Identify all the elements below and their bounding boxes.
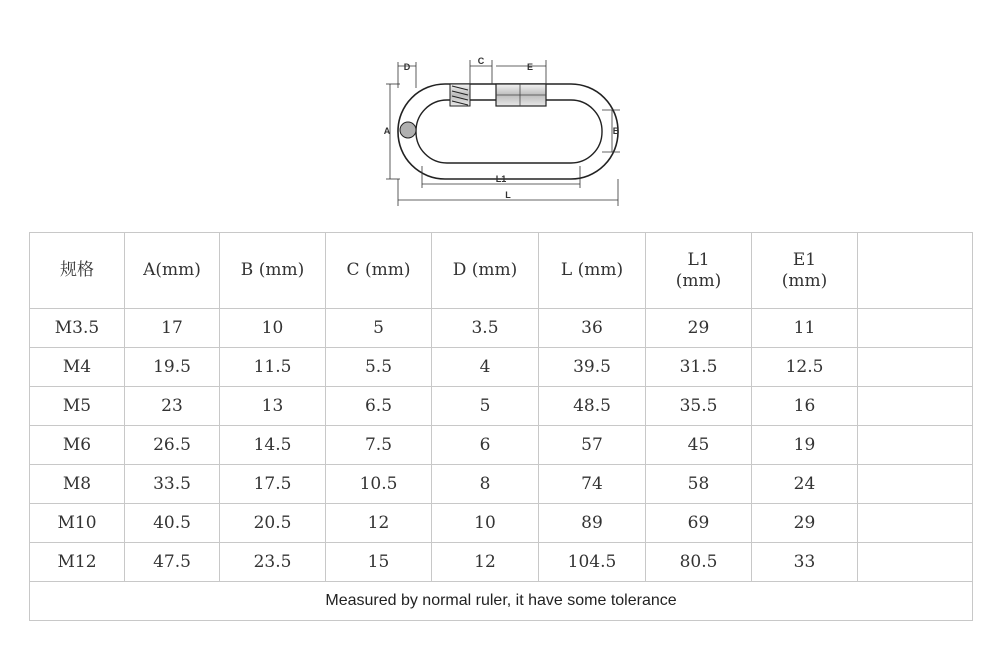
value-cell: 33 — [752, 543, 858, 582]
table-row — [30, 387, 973, 426]
value-cell: 45 — [646, 426, 752, 465]
link-inner-outline — [416, 100, 602, 163]
value-cell: 10.5 — [326, 465, 432, 504]
value-cell: 40.5 — [125, 504, 220, 543]
value-cell: 8 — [432, 465, 539, 504]
value-cell: 29 — [646, 309, 752, 348]
value-cell: 3.5 — [432, 309, 539, 348]
value-cell: 47.5 — [125, 543, 220, 582]
table-footer-row — [30, 582, 973, 621]
value-cell: 24 — [752, 465, 858, 504]
header-cell-spec: 规格 — [30, 233, 125, 309]
header-cell-b: B (mm) — [220, 233, 326, 309]
header-cell-empty — [858, 233, 973, 309]
quick-link-drawing — [370, 48, 620, 213]
quick-link-diagram — [370, 48, 620, 213]
value-cell: 19.5 — [125, 348, 220, 387]
value-cell: 17.5 — [220, 465, 326, 504]
empty-cell — [858, 309, 973, 348]
dim-label-d: D — [403, 62, 411, 72]
table-row — [30, 504, 973, 543]
header-cell-l1: L1 (mm) — [646, 233, 752, 309]
dim-label-c: C — [477, 56, 485, 66]
value-cell: 12 — [432, 543, 539, 582]
value-cell: 19 — [752, 426, 858, 465]
table-row — [30, 426, 973, 465]
header-cell-c: C (mm) — [326, 233, 432, 309]
tolerance-note: Measured by normal ruler, it have some tolerance — [30, 582, 973, 621]
empty-cell — [858, 387, 973, 426]
value-cell: 13 — [220, 387, 326, 426]
value-cell: 48.5 — [539, 387, 646, 426]
wire-section-circle — [400, 122, 416, 138]
value-cell: 16 — [752, 387, 858, 426]
spec-cell: M12 — [30, 543, 125, 582]
header-cell-a: A(mm) — [125, 233, 220, 309]
value-cell: 10 — [432, 504, 539, 543]
value-cell: 5 — [432, 387, 539, 426]
header-cell-d: D (mm) — [432, 233, 539, 309]
value-cell: 15 — [326, 543, 432, 582]
value-cell: 29 — [752, 504, 858, 543]
spec-cell: M6 — [30, 426, 125, 465]
empty-cell — [858, 465, 973, 504]
value-cell: 104.5 — [539, 543, 646, 582]
value-cell: 4 — [432, 348, 539, 387]
empty-cell — [858, 426, 973, 465]
value-cell: 7.5 — [326, 426, 432, 465]
dim-label-e: E — [526, 62, 534, 72]
value-cell: 89 — [539, 504, 646, 543]
dim-label-b: B — [612, 126, 620, 136]
value-cell: 11 — [752, 309, 858, 348]
value-cell: 5.5 — [326, 348, 432, 387]
spec-cell: M8 — [30, 465, 125, 504]
table-row — [30, 465, 973, 504]
spec-cell: M3.5 — [30, 309, 125, 348]
empty-cell — [858, 543, 973, 582]
value-cell: 80.5 — [646, 543, 752, 582]
spec-cell: M5 — [30, 387, 125, 426]
value-cell: 12.5 — [752, 348, 858, 387]
value-cell: 12 — [326, 504, 432, 543]
value-cell: 6.5 — [326, 387, 432, 426]
header-cell-l: L (mm) — [539, 233, 646, 309]
table-row — [30, 543, 973, 582]
empty-cell — [858, 504, 973, 543]
value-cell: 23.5 — [220, 543, 326, 582]
spec-cell: M4 — [30, 348, 125, 387]
table-row — [30, 309, 973, 348]
value-cell: 33.5 — [125, 465, 220, 504]
value-cell: 57 — [539, 426, 646, 465]
value-cell: 17 — [125, 309, 220, 348]
value-cell: 35.5 — [646, 387, 752, 426]
empty-cell — [858, 348, 973, 387]
dim-label-l: L — [505, 190, 511, 200]
value-cell: 58 — [646, 465, 752, 504]
value-cell: 26.5 — [125, 426, 220, 465]
value-cell: 6 — [432, 426, 539, 465]
value-cell: 20.5 — [220, 504, 326, 543]
thread — [450, 84, 470, 106]
value-cell: 10 — [220, 309, 326, 348]
table-header-row — [30, 233, 973, 309]
value-cell: 14.5 — [220, 426, 326, 465]
value-cell: 23 — [125, 387, 220, 426]
value-cell: 31.5 — [646, 348, 752, 387]
value-cell: 36 — [539, 309, 646, 348]
dim-label-a: A — [383, 126, 391, 136]
spec-cell: M10 — [30, 504, 125, 543]
dim-label-l1: L1 — [495, 174, 507, 184]
value-cell: 39.5 — [539, 348, 646, 387]
spec-table — [29, 232, 973, 621]
value-cell: 74 — [539, 465, 646, 504]
header-cell-e1: E1 (mm) — [752, 233, 858, 309]
value-cell: 69 — [646, 504, 752, 543]
value-cell: 5 — [326, 309, 432, 348]
value-cell: 11.5 — [220, 348, 326, 387]
table-row — [30, 348, 973, 387]
